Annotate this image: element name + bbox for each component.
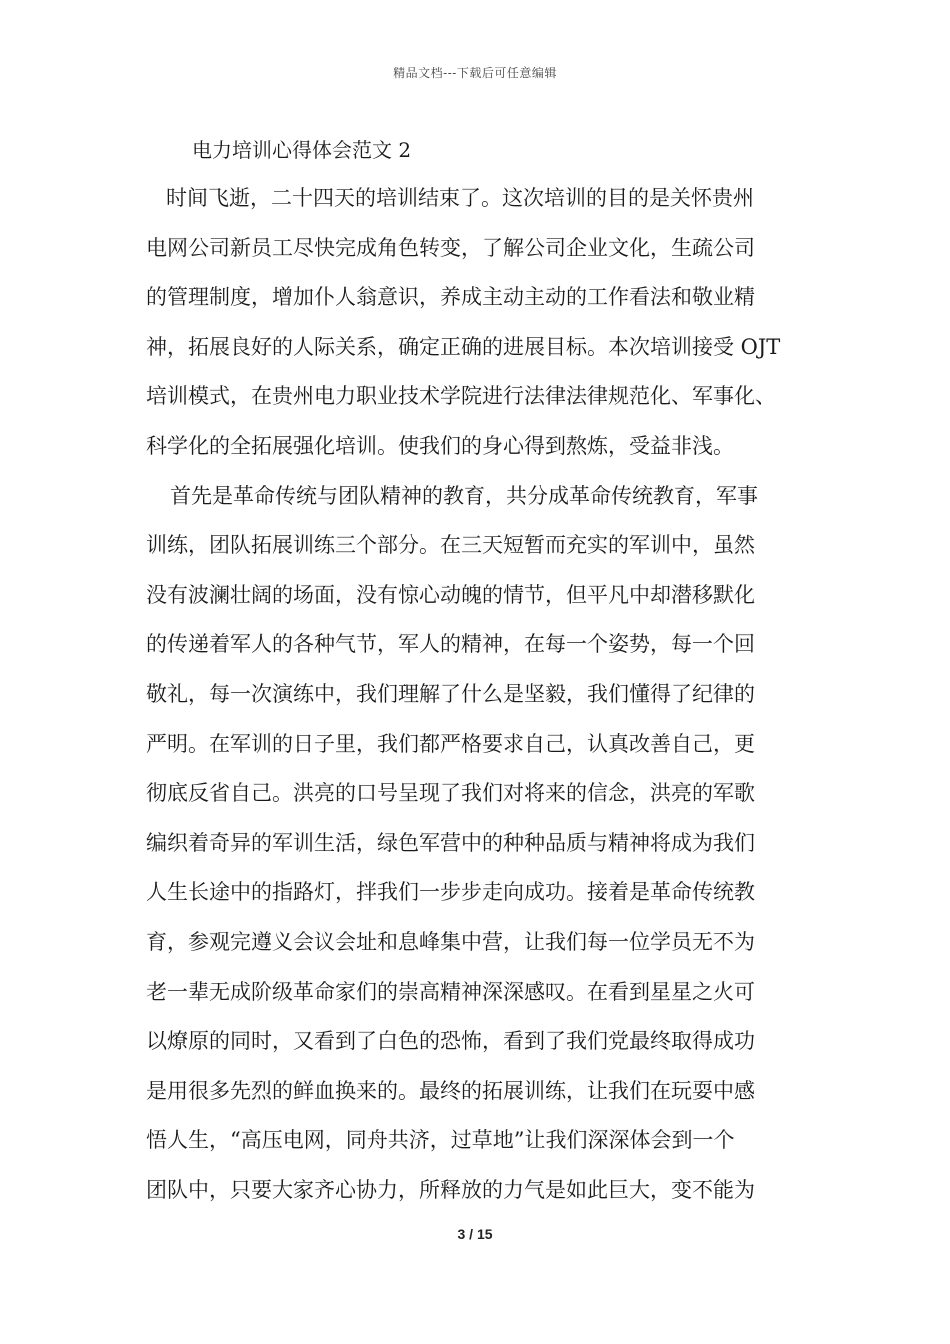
paragraph-2 bbox=[146, 472, 814, 1216]
text-line: 严明。在军训的日子里，我们都严格要求自己，认真改善自己，更 bbox=[146, 731, 755, 756]
text-line: 是用很多先烈的鲜血换来的。最终的拓展训练，让我们在玩耍中感 bbox=[146, 1078, 755, 1103]
text-line: 的传递着军人的各种气节，军人的精神，在每一个姿势，每一个回 bbox=[146, 632, 755, 657]
document-title: 电力培训心得体会范文 2 bbox=[192, 138, 412, 162]
text-line: 敬礼，每一次演练中，我们理解了什么是坚毅，我们懂得了纪律的 bbox=[146, 681, 755, 706]
text-line: 的管理制度，增加仆人翁意识，养成主动主动的工作看法和敬业精 bbox=[146, 285, 755, 310]
text-line: 没有波澜壮阔的场面，没有惊心动魄的情节，但平凡中却潜移默化 bbox=[146, 582, 755, 607]
paragraph-1 bbox=[146, 174, 814, 472]
text-line: 育，参观完遵义会议会址和息峰集中营，让我们每一位学员无不为 bbox=[146, 929, 755, 954]
text-line: 电网公司新员工尽快完成角色转变，了解公司企业文化，生疏公司 bbox=[146, 235, 755, 260]
text-line: 训练，团队拓展训练三个部分。在三天短暂而充实的军训中，虽然 bbox=[146, 533, 755, 558]
text-line: 首先是革命传统与团队精神的教育，共分成革命传统教育，军事 bbox=[170, 483, 758, 508]
text-line: 以燎原的同时，又看到了白色的恐怖，看到了我们党最终取得成功 bbox=[146, 1029, 755, 1054]
document-body bbox=[146, 126, 814, 1215]
text-line: 编织着奇异的军训生活，绿色军营中的种种品质与精神将成为我们 bbox=[146, 830, 755, 855]
text-line: 神，拓展良好的人际关系，确定正确的进展目标。本次培训接受 OJT bbox=[146, 334, 781, 359]
text-line: 彻底反省自己。洪亮的口号呈现了我们对将来的信念，洪亮的军歌 bbox=[146, 781, 755, 806]
text-line: 老一辈无成阶级革命家们的崇高精神深深感叹。在看到星星之火可 bbox=[146, 979, 755, 1004]
page-number: 3 / 15 bbox=[457, 1226, 493, 1242]
text-line: 团队中，只要大家齐心协力，所释放的力气是如此巨大，变不能为 bbox=[146, 1177, 755, 1202]
text-line: 悟人生，“高压电网，同舟共济，过草地”让我们深深体会到一个 bbox=[146, 1128, 735, 1153]
text-line: 培训模式，在贵州电力职业技术学院进行法律法律规范化、军事化、 bbox=[146, 384, 776, 409]
text-line: 时间飞逝，二十四天的培训结束了。这次培训的目的是关怀贵州 bbox=[166, 186, 754, 210]
text-line: 人生长途中的指路灯，拌我们一步步走向成功。接着是革命传统教 bbox=[146, 880, 755, 905]
header-note: 精品文档---下载后可任意编辑 bbox=[393, 66, 557, 80]
text-line: 科学化的全拓展强化培训。使我们的身心得到熬炼，受益非浅。 bbox=[146, 433, 734, 458]
